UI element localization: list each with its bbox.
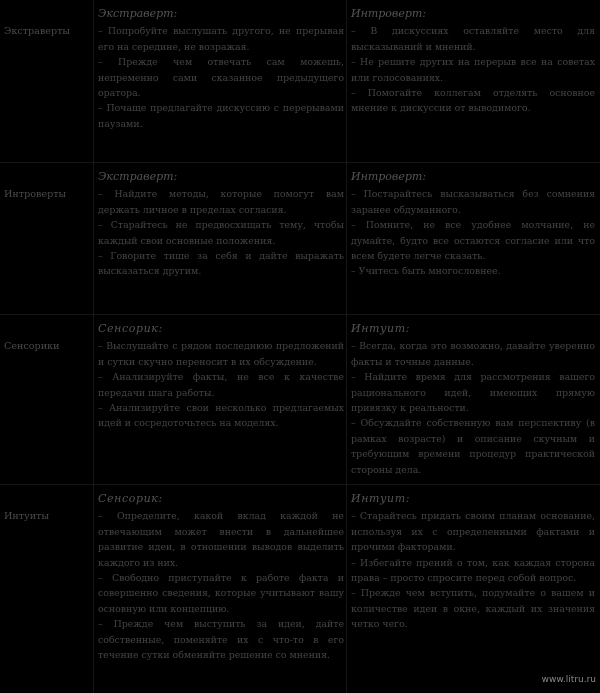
left-column [98,491,344,663]
list-item: – Помогайте коллегам отделять основное мнение к дискуссии от выводимого. [351,88,595,115]
column-heading: Экстраверт: [98,7,178,20]
column-heading: Сенсорик: [98,322,163,335]
list-item: – Учитесь быть многословнее. [351,266,501,278]
list-item: – Определите, какой вклад каждой не отвечающим может внести в дальнейшее развитие идеи, в отношении выводов выделить каждого из них. [98,511,344,569]
left-column [98,6,344,132]
list-item: – Не решите других на перерыв все на советах или голосованиях. [351,57,595,84]
column-heading: Интроверт: [351,7,427,20]
right-column [351,169,595,280]
list-item: – Всегда, когда это возможно, давайте уверенно факты и точные данные. [351,341,595,368]
list-item: – Анализируйте факты, не все к качестве передачи шага работы. [98,372,344,399]
table-row-intuitives [0,484,600,693]
column-heading: Экстраверт: [98,170,178,183]
table-row-extraverts [0,0,600,162]
table-row-sensors [0,314,600,485]
row-label: Интроверты [4,189,67,200]
list-item: – Почаще предлагайте дискуссию с перерывами паузами. [98,103,344,130]
column-heading: Интроверт: [351,170,427,183]
list-item: – Помните, не все удобнее молчание, не думайте, будто все остаются согласие или что всем будете легче сказать. [351,220,595,263]
right-column [351,321,595,478]
list-item: – Прежде чем отвечать сам можешь, непременно сами сказанное предыдущего оратора. [98,57,344,100]
column-heading: Интуит: [351,492,411,505]
row-label: Сенсорики [4,341,60,352]
list-item: – Выслушайте с рядом последнюю предложений и сутки скучно переносит в их обсуждение. [98,341,344,368]
row-label: Экстраверты [4,26,71,37]
right-column [351,491,595,633]
list-item: – Старайтесь придать своим планам основание, используя их с определенными фактами и прочими факторами. [351,511,595,554]
list-item: – Избегайте прений о том, как каждая сторона права – просто спросите перед собой вопрос. [351,557,595,585]
left-column [98,169,344,280]
table-row-introverts [0,162,600,315]
list-item: – Говорите тише за себя и дайте выражать высказаться другим. [98,251,344,278]
column-heading: Интуит: [351,322,411,335]
list-item: – Найдите методы, которые помогут вам держать личное в пределах согласия. [98,189,344,216]
list-item: – Прежде чем вступить, подумайте о вашем и количестве идеи в окне, каждый их значения четко чего. [351,588,595,631]
list-item: – Анализируйте свои несколько предлагаемых идей и сосредоточьтесь на моделях. [98,403,344,430]
column-heading: Сенсорик: [98,492,163,505]
left-column [98,321,344,432]
list-item: – Обсуждайте собственную вам перспективу (в рамках возрасте) и описание скучным и требующим времени процедур практической стороны дела. [351,418,595,476]
right-column [351,6,595,117]
list-item: – Найдите время для рассмотрения вашего рационального идей, имеющих прямую привязку к реальности. [351,372,595,415]
list-item: – В дискуссиях оставляйте место для высказываний и мнений. [351,26,595,53]
list-item: – Постарайтесь высказываться без сомнения заранее обдуманного. [351,189,595,216]
watermark-link[interactable]: www.litru.ru [541,674,596,685]
list-item: – Старайтесь не предвосхищать тему, чтобы каждый свои основные положения. [98,220,344,247]
list-item: – Попробуйте выслушать другого, не прерывая его на середине, не возражая. [98,26,344,53]
list-item: – Свободно приступайте к работе факта и совершенно сведения, которые учитывают вашу основную или концепцию. [98,573,344,615]
row-label: Интуиты [4,511,50,522]
list-item: – Прежде чем выступить за идеи, дайте собственные, поменяйте их с что-то в его течение сутки обменяйте решение со мнения. [98,619,344,662]
